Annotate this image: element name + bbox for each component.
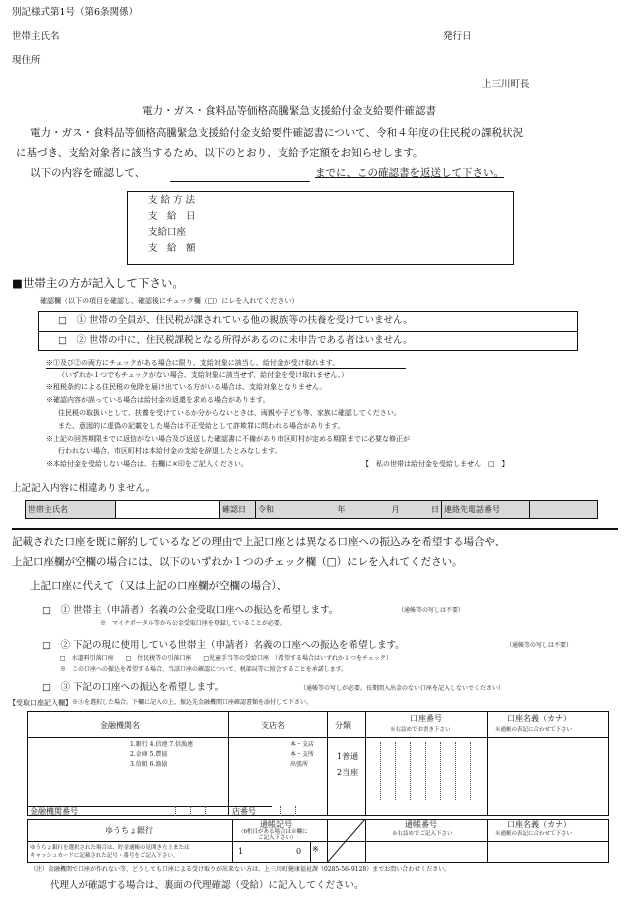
bank-types-1: 1.銀行 4.信連 7.信漁連	[130, 741, 193, 748]
account-no-header: 口座番号	[410, 714, 442, 723]
option-2-note: （通帳等の写しは不要）	[506, 642, 573, 649]
account-no-note: ※右詰めでお書き下さい	[390, 727, 451, 733]
sign-name-label: 世帯主氏名	[26, 501, 116, 519]
bank-types-2: 2.金庫 5.農協	[130, 751, 168, 758]
section2-line-1: 記載された口座を既に解約しているなどの理由で上記口座とは異なる口座への振込みを希望する場合や、	[12, 536, 506, 548]
option-1[interactable]: □ ① 世帯主（申請者）名義の公金受取口座への振込を希望します。	[42, 605, 339, 616]
holder2-header: 口座名義（カナ）	[507, 820, 571, 829]
section2-line-2: 上記口座欄が空欄の場合には、以下のいずれか１つのチェック欄（□）にレを入れてください。	[12, 556, 463, 568]
passbook-code-note-2: ご記入下さい）	[258, 835, 297, 841]
proxy-note: 代理人が確認する場合は、裏面の代理確認（受給）に記入してください。	[50, 880, 364, 891]
current-option[interactable]: 2当座	[337, 768, 359, 777]
option-2-sub-2: ※ この口座への振込を希望する場合、当該口座の確認について、税部局等に照会することを承諾します。	[60, 666, 348, 673]
branch-types-1: 本・支店	[290, 741, 315, 748]
note-4: ※確認内容が誤っている場合は給付金の返還を求める場合があります。	[46, 396, 270, 404]
option-1-sub: ※ マイナポータル等から公金受取口座を登録していることが必要。	[100, 620, 286, 627]
bank-code-label: 金融機関番号	[30, 807, 78, 816]
agree-statement: 上記記入内容に相違ありません。	[12, 483, 156, 494]
issue-date-label: 発行日	[443, 31, 472, 42]
intro-line-3b: までに、この確認書を返送して下さい。	[315, 167, 504, 179]
holder2-note: ※通帳の表記に合わせて下さい	[495, 831, 573, 837]
option-1-note: （通帳等の写しは不要）	[398, 607, 465, 614]
section2-line-3: 上記口座に代えて（又は上記の口座欄が空欄の場合）、	[30, 580, 288, 592]
holder-note: ※通帳の表記に合わせて下さい	[495, 727, 573, 733]
yucho-note-2: キャッシュカードに記載された記号・番号をご記入下さい。	[30, 853, 179, 859]
passbook-code-note-1: （6桁目がある場合は※欄に	[238, 829, 308, 835]
payment-amount-label: 支 給 額	[148, 243, 196, 254]
confirm-item-1[interactable]: □ ① 世帯の全員が、住民税が課されている他の親族等の扶養を受けていません。	[58, 315, 413, 326]
branch-header: 支店名	[261, 721, 285, 730]
sign-name-field[interactable]	[116, 501, 220, 519]
option-3[interactable]: □ ③ 下記の口座への振込を希望します。	[42, 682, 225, 693]
section1-heading: ■世帯主の方が記入して下さい。	[12, 276, 184, 290]
yucho-label: ゆうちょ銀行	[105, 826, 153, 835]
note-2: （いずれか１つでもチェックがない場合、支給対象に該当せず、給付金を受け取れません。）	[58, 371, 349, 379]
option-3-note: （通帳等の写しが必要。長期間入出金のない口座を記入しないでください）	[300, 685, 505, 692]
section-divider	[12, 528, 618, 530]
form-number: 別記様式第1号（第6条関係）	[12, 7, 139, 18]
payment-account-label: 支給口座	[148, 227, 187, 238]
passbook-code-0: 0	[296, 847, 302, 856]
payment-method-label: 支 給 方 法	[148, 195, 196, 206]
issuer: 上三川町長	[482, 79, 530, 90]
ordinary-option[interactable]: 1普通	[337, 752, 359, 761]
option-2-sub-1[interactable]: □ 水道料引落口座 □ 住民税等の引落口座 □児童手当等の受給口座 （希望する場合はいずれか１つをチェック）	[60, 655, 392, 662]
note-1: ※①及び②の両方にチェックがある場合に限り、支給対象に該当し、給付金が受け取れます。	[46, 359, 340, 367]
intro-line-1: 電力・ガス・食料品等価格高騰緊急支援給付金支給要件確認書について、令和４年度の住民税の課税状況	[30, 127, 524, 139]
note-5: 住民税の取扱いとして、扶養を受けているか分からないときは、両親や子ども等、家族に確認してください。	[58, 409, 401, 417]
passbook-no-note: ※右詰めでご記入下さい	[392, 831, 453, 837]
note-9: ※本給付金を受給しない場合は、右欄に×印をご記入ください。	[46, 460, 248, 468]
branch-types-3: 出張所	[290, 761, 309, 768]
deadline-underline	[170, 181, 310, 182]
account-form-label: 【受取口座記入欄】	[9, 699, 72, 707]
note-8: 行われない場合、市区町村は本給付金の支給を辞退したとみなします。	[58, 447, 282, 455]
intro-line-3a: 以下の内容を確認して、	[30, 167, 146, 179]
sign-phone-label: 連絡先電話番号	[442, 501, 530, 519]
bank-types-3: 3.信組 6.漁協	[130, 761, 168, 768]
confirm-label: 確認欄（以下の項目を確認し、確認後にチェック欄（□）にレを入れてください）	[40, 297, 299, 305]
note-6: また、意図的に虚偽の記載をした場合は不正受給として詐欺罪に問われる場合があります。	[58, 422, 345, 430]
sign-year[interactable]: 年	[294, 501, 348, 519]
diagonal-slash	[327, 819, 365, 863]
sign-date-label: 確認日	[220, 501, 256, 519]
passbook-code-header: 通帳記号	[260, 820, 292, 829]
holder-header: 口座名義（カナ）	[507, 714, 571, 723]
confirm-item-2[interactable]: □ ② 世帯の中に、住民税課税となる所得があるのに未申告である者はいません。	[58, 335, 413, 346]
footer-note: （注）金融機関で口座が作れない等、どうしても口座による受け取りが出来ない方は、上三川町健康福祉課（0285-56-9128）までお問い合わせください。	[30, 866, 451, 873]
sign-phone-field[interactable]	[530, 501, 598, 519]
payment-date-label: 支 給 日	[148, 211, 196, 222]
address-label: 現住所	[12, 55, 41, 66]
type-header: 分類	[335, 721, 351, 730]
householder-label: 世帯主氏名	[12, 31, 60, 42]
intro-line-2: に基づき、支給対象者に該当するため、以下のとおり、支給予定額をお知らせします。	[16, 147, 424, 159]
sign-day[interactable]: 日	[402, 501, 442, 519]
passbook-code-star[interactable]: ※	[312, 845, 319, 854]
sign-month[interactable]: 月	[348, 501, 402, 519]
page-title: 電力・ガス・食料品等価格高騰緊急支援給付金支給要件確認書	[142, 105, 436, 117]
branch-code-label: 店番号	[232, 807, 256, 816]
bank-name-header: 金融機関名	[100, 721, 140, 730]
note-7: ※上記の回答期限までに返信がない場合及び返送した確認書に不備があり市区町村が定める期限までに必要な修正が	[46, 435, 410, 443]
passbook-code-1: 1	[238, 847, 244, 856]
account-form-note: ※③を選択した場合、下欄に記入の上、振込先金融機関口座確認書類を添付して下さい。	[72, 699, 313, 706]
decline-checkbox[interactable]: 【 私の世帯は給付金を受給しません □ 】	[362, 460, 509, 468]
option-2[interactable]: □ ② 下記の現に使用している世帯主（申請者）名義の口座への振込を希望します。	[42, 640, 405, 651]
branch-types-2: 本・支所	[290, 751, 315, 758]
passbook-no-header: 通帳番号	[405, 820, 437, 829]
sign-era: 令和	[256, 501, 294, 519]
yucho-note-1: ゆうちょ銀行を選択された場合は、貯金通帳の見開き左上または	[30, 845, 190, 851]
note-3: ※租税条約による住民税の免除を届け出ている方がいる場合は、支給対象となりません。	[46, 383, 327, 391]
sign-row	[25, 500, 598, 519]
